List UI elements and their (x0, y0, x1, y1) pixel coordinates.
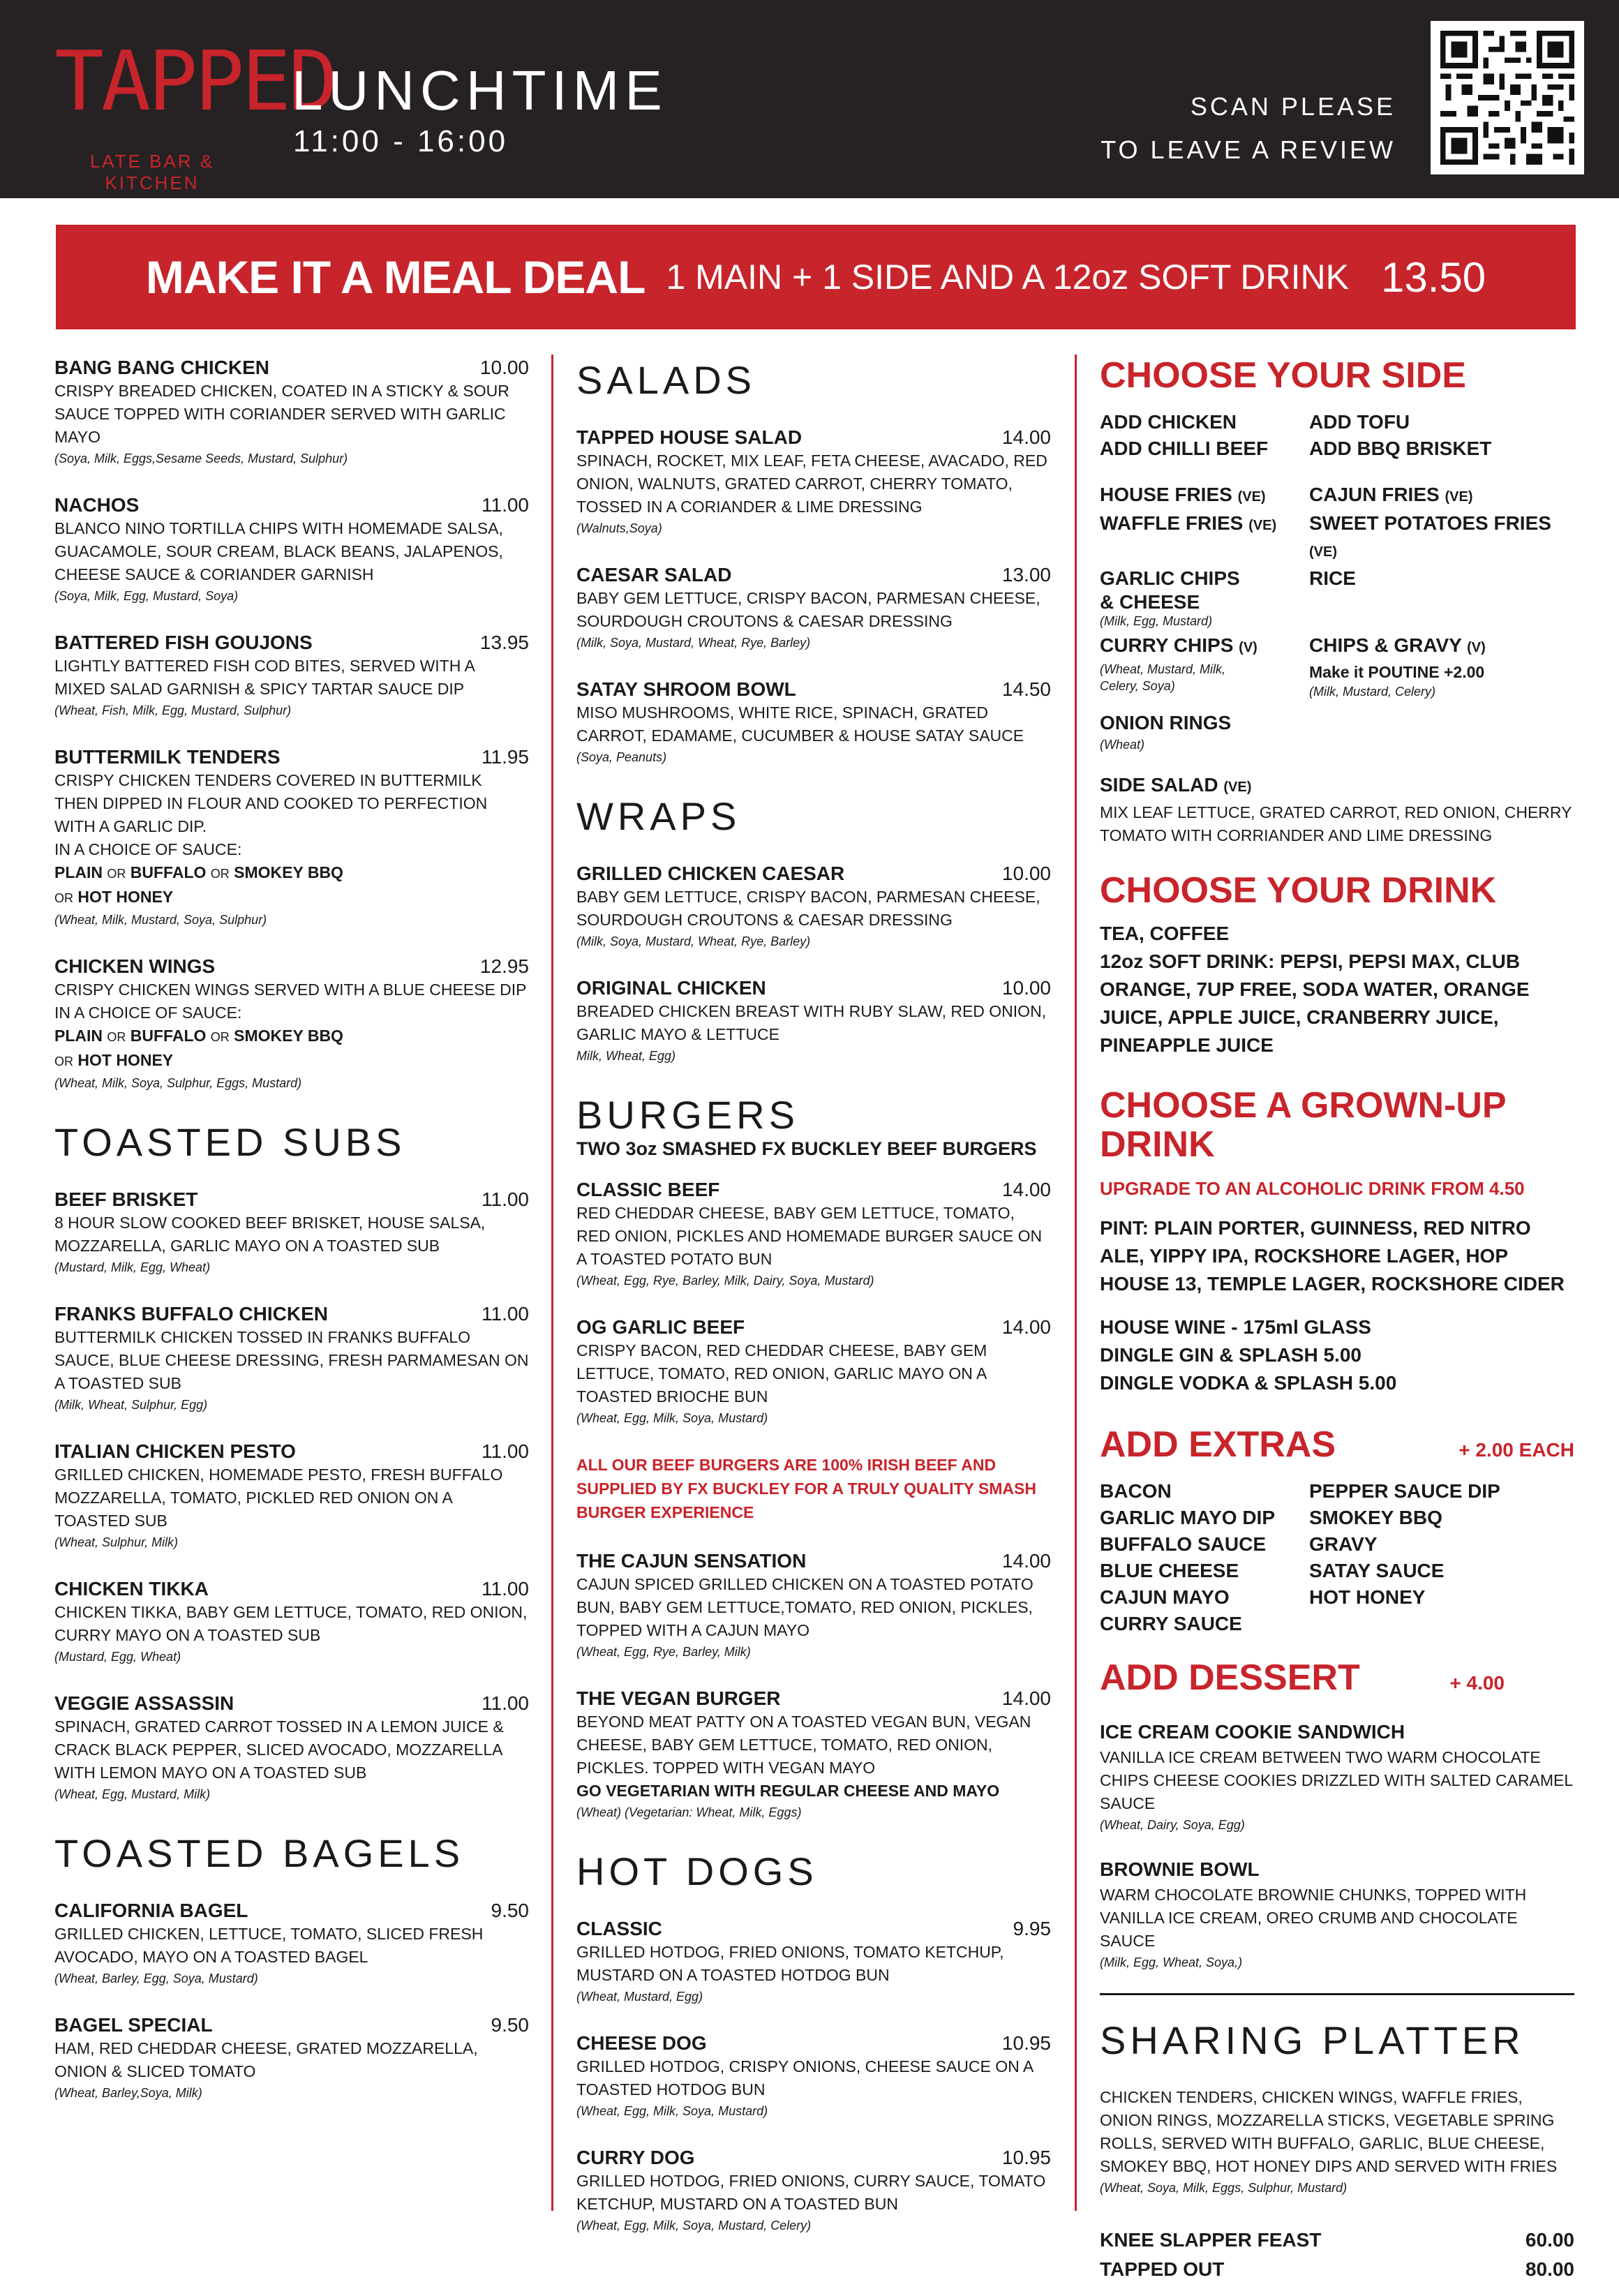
burgers-subtitle: TWO 3oz SMASHED FX BUCKLEY BEEF BURGERS (576, 1138, 1037, 1159)
menu-item (54, 1692, 529, 1804)
item-name: BATTERED FISH GOUJONS (54, 632, 313, 653)
vegan-badge: (VE) (1248, 518, 1277, 533)
side-name: HOUSE FRIES (1100, 484, 1232, 505)
item-description: HAM, RED CHEDDAR CHEESE, GRATED MOZZARELLA, ONION & SLICED TOMATO (54, 2039, 478, 2080)
item-description: SPINACH, ROCKET, MIX LEAF, FETA CHEESE, AVACADO, RED ONION, WALNUTS, GRATED CARROT, CHERRY TOMATO, TOSSED IN A CORIANDER & LIME DRESSING (576, 452, 1047, 516)
extras-right (1309, 1478, 1574, 1637)
vegetarian-option: GO VEGETARIAN WITH REGULAR CHEESE AND MAYO (576, 1782, 1000, 1800)
meal-deal-description: 1 MAIN + 1 SIDE AND A 12oz SOFT DRINK (666, 258, 1349, 297)
sauce-option: SMOKEY BBQ (234, 863, 343, 881)
menu-item (576, 1315, 1051, 1428)
side-salad-description: MIX LEAF LETTUCE, GRATED CARROT, RED ONION, CHERRY TOMATO WITH CORRIANDER AND LIME DRESSING (1100, 803, 1572, 844)
item-allergens: (Wheat, Egg, Milk, Soya, Mustard) (576, 2104, 768, 2118)
side-option (1100, 510, 1309, 565)
vegan-badge: (VE) (1445, 489, 1473, 505)
sauce-or: OR (54, 1054, 73, 1068)
extra-item: HOT HONEY (1309, 1586, 1426, 1608)
header-bar (0, 0, 1619, 198)
item-name: SATAY SHROOM BOWL (576, 678, 796, 700)
sauce-choice-label: IN A CHOICE OF SAUCE: (54, 840, 242, 858)
menu-item (576, 976, 1051, 1066)
side-option: RICE (1309, 567, 1356, 589)
side-option (1100, 482, 1309, 510)
dessert-description: VANILLA ICE CREAM BETWEEN TWO WARM CHOCOLATE CHIPS CHEESE COOKIES DRIZZLED WITH SALTED CARAMEL SAUCE (1100, 1748, 1573, 1812)
drink-soft: 12oz SOFT DRINK: PEPSI, PEPSI MAX, CLUB ORANGE, 7UP FREE, SODA WATER, ORANGE JUICE, APPLE JUICE, CRANBERRY JUICE, PINEAPPLE JUICE (1100, 951, 1530, 1056)
side-option: ADD TOFU (1309, 411, 1410, 433)
item-allergens: (Wheat, Egg, Mustard, Milk) (54, 1787, 211, 1801)
sauce-option: SMOKEY BBQ (234, 1027, 343, 1045)
sauce-options (54, 886, 529, 910)
item-price: 11.00 (482, 494, 529, 516)
vegan-badge: (VE) (1309, 544, 1337, 560)
beef-note: ALL OUR BEEF BURGERS ARE 100% IRISH BEEF AND SUPPLIED BY FX BUCKLEY FOR A TRULY QUALITY SMASH BURGER EXPERIENCE (576, 1456, 1036, 1521)
dessert-price: + 4.00 (1449, 1672, 1505, 1694)
item-name: CURRY DOG (576, 2147, 695, 2168)
item-description: BUTTERMILK CHICKEN TOSSED IN FRANKS BUFFALO SAUCE, BLUE CHEESE DRESSING, FRESH PARMAMESAN ON A TOASTED SUB (54, 1328, 529, 1392)
item-allergens: (Milk, Wheat, Sulphur, Egg) (54, 1398, 208, 1412)
item-name: GRILLED CHICKEN CAESAR (576, 863, 845, 884)
item-price: 10.00 (1001, 863, 1051, 884)
item-allergens: (Wheat, Sulphur, Milk) (54, 1535, 179, 1549)
item-price: 13.95 (479, 632, 529, 653)
sauce-option: BUFFALO (130, 1027, 207, 1045)
item-price: 14.00 (1001, 426, 1051, 448)
column-divider (551, 355, 553, 2211)
item-price: 11.95 (482, 746, 529, 768)
platter-description: CHICKEN TENDERS, CHICKEN WINGS, WAFFLE FRIES, ONION RINGS, MOZZARELLA STICKS, VEGETABLE SPRING ROLLS, SERVED WITH BUFFALO, GARLIC, BLUE CHEESE, SMOKEY BBQ, HOT HONEY DIPS AND SERVED WITH FRIES (1100, 2088, 1558, 2175)
side-allergens: (Wheat) (1100, 738, 1145, 752)
platter-price: 60.00 (1525, 2229, 1574, 2251)
item-description: CRISPY BREADED CHICKEN, COATED IN A STICKY & SOUR SAUCE TOPPED WITH CORIANDER SERVED WITH GARLIC MAYO (54, 382, 509, 446)
side-option (1100, 632, 1309, 700)
item-price: 14.00 (1001, 1550, 1051, 1572)
item-description: CRISPY CHICKEN WINGS SERVED WITH A BLUE CHEESE DIP (54, 981, 527, 999)
item-name: THE VEGAN BURGER (576, 1687, 781, 1709)
section-title-platter: SHARING PLATTER (1100, 2018, 1525, 2062)
alcohol-upgrade: UPGRADE TO AN ALCOHOLIC DRINK FROM 4.50 (1100, 1178, 1525, 1199)
item-allergens: Milk, Wheat, Egg) (576, 1049, 676, 1063)
side-option (1309, 632, 1574, 700)
extras-left (1100, 1478, 1309, 1637)
side-name (1100, 771, 1574, 801)
sauce-option: PLAIN (54, 863, 103, 881)
menu-column-left (54, 356, 529, 2128)
platter-option (1100, 2226, 1574, 2255)
extra-item: CURRY SAUCE (1100, 1613, 1242, 1634)
dessert-name: BROWNIE BOWL (1100, 1858, 1260, 1880)
item-allergens: (Wheat, Egg, Rye, Barley, Milk, Dairy, Soya, Mustard) (576, 1274, 874, 1288)
menu-item (54, 1188, 529, 1277)
item-name: CALIFORNIA BAGEL (54, 1900, 248, 1921)
item-allergens: (Wheat, Milk, Soya, Sulphur, Eggs, Mustard) (54, 1076, 302, 1090)
item-allergens: (Walnuts,Soya) (576, 521, 662, 535)
item-price: 12.95 (479, 955, 529, 977)
column-divider (1075, 355, 1077, 2211)
sauce-options (54, 1024, 529, 1049)
side-name: GARLIC CHIPS (1100, 567, 1240, 589)
item-allergens: (Soya, Peanuts) (576, 750, 667, 764)
side-name: CHIPS & GRAVY (1309, 634, 1462, 656)
platter-allergens: (Wheat, Soya, Milk, Eggs, Sulphur, Mustard) (1100, 2181, 1348, 2195)
item-price: 11.00 (482, 1188, 529, 1210)
menu-item (576, 2032, 1051, 2121)
menu-item (54, 1899, 529, 1988)
item-description: GRILLED HOTDOG, FRIED ONIONS, CURRY SAUCE, TOMATO KETCHUP, MUSTARD ON A TOASTED BUN (576, 2172, 1046, 2213)
item-price: 14.00 (1001, 1179, 1051, 1200)
dessert-description: WARM CHOCOLATE BROWNIE CHUNKS, TOPPED WITH VANILLA ICE CREAM, OREO CRUMB AND CHOCOLATE SAUCE (1100, 1886, 1527, 1950)
item-description: BLANCO NINO TORTILLA CHIPS WITH HOMEMADE SALSA, GUACAMOLE, SOUR CREAM, BLACK BEANS, JALAPENOS, CHEESE SAUCE & CORIANDER GARNISH (54, 519, 503, 583)
item-allergens: (Milk, Soya, Mustard, Wheat, Rye, Barley) (576, 636, 811, 650)
vegetarian-badge: (V) (1239, 640, 1258, 655)
side-option (1100, 710, 1309, 753)
section-divider (1100, 1993, 1574, 1995)
side-option: ADD CHILLI BEEF (1100, 438, 1269, 459)
pint-list: PINT: PLAIN PORTER, GUINNESS, RED NITRO ALE, YIPPY IPA, ROCKSHORE LAGER, HOP HOUSE 13, TEMPLE LAGER, ROCKSHORE CIDER (1100, 1217, 1565, 1295)
item-name: BANG BANG CHICKEN (54, 357, 269, 378)
side-option (1309, 482, 1574, 510)
item-price: 11.00 (482, 1303, 529, 1325)
extra-item: GARLIC MAYO DIP (1100, 1507, 1275, 1528)
side-allergens: (Milk, Egg, Mustard) (1100, 614, 1213, 628)
item-description: CRISPY BACON, RED CHEDDAR CHEESE, BABY GEM LETTUCE, TOMATO, RED ONION, GARLIC MAYO ON A TOASTED BRIOCHE BUN (576, 1341, 987, 1406)
side-addons (1100, 409, 1574, 462)
side-salad-name: SIDE SALAD (1100, 774, 1218, 796)
sauce-or: OR (107, 867, 126, 881)
menu-column-right (1100, 356, 1574, 2284)
item-name: VEGGIE ASSASSIN (54, 1692, 234, 1714)
section-title-bagels: TOASTED BAGELS (54, 1831, 465, 1875)
side-name: CURRY CHIPS (1100, 634, 1234, 656)
item-price: 9.50 (491, 1900, 529, 1921)
menu-item (54, 631, 529, 720)
item-allergens: (Wheat, Mustard, Egg) (576, 1990, 703, 2004)
sauce-or: OR (210, 1030, 230, 1044)
item-allergens: (Mustard, Milk, Egg, Wheat) (54, 1260, 211, 1274)
item-allergens: (Wheat, Barley,Soya, Milk) (54, 2086, 202, 2100)
logo-wordmark: TAPPED (54, 33, 336, 129)
item-description: RED CHEDDAR CHEESE, BABY GEM LETTUCE, TOMATO, RED ONION, PICKLES AND HOMEMADE BURGER SAUCE ON A TOASTED POTATO BUN (576, 1204, 1043, 1268)
side-salad (1100, 771, 1574, 847)
item-allergens: (Wheat, Egg, Milk, Soya, Mustard) (576, 1411, 768, 1425)
sauce-option: PLAIN (54, 1027, 103, 1045)
dingle-gin: DINGLE GIN & SPLASH 5.00 (1100, 1344, 1361, 1366)
sauce-option: BUFFALO (130, 863, 207, 881)
dessert-allergens: (Wheat, Dairy, Soya, Egg) (1100, 1818, 1245, 1832)
item-price: 14.50 (1001, 678, 1051, 700)
item-name: CAESAR SALAD (576, 564, 732, 586)
section-title-hotdogs: HOT DOGS (576, 1849, 818, 1893)
sauce-option: HOT HONEY (77, 888, 174, 906)
platter-name: TAPPED OUT (1100, 2258, 1225, 2280)
item-description: MISO MUSHROOMS, WHITE RICE, SPINACH, GRATED CARROT, EDAMAME, CUCUMBER & HOUSE SATAY SAUCE (576, 703, 1024, 745)
sauce-or: OR (107, 1030, 126, 1044)
menu-item (576, 563, 1051, 653)
section-title-dessert: ADD DESSERT (1100, 1657, 1360, 1698)
house-wine: HOUSE WINE - 175ml GLASS (1100, 1316, 1371, 1338)
item-price: 10.95 (1001, 2032, 1051, 2054)
item-description: GRILLED HOTDOG, FRIED ONIONS, TOMATO KETCHUP, MUSTARD ON A TOASTED HOTDOG BUN (576, 1943, 1004, 1984)
side-name: ONION RINGS (1100, 712, 1232, 733)
item-allergens: (Wheat, Fish, Milk, Egg, Mustard, Sulphur) (54, 703, 292, 717)
menu-item (576, 1687, 1051, 1822)
item-price: 11.00 (482, 1578, 529, 1600)
item-description: GRILLED CHICKEN, HOMEMADE PESTO, FRESH BUFFALO MOZZARELLA, TOMATO, PICKLED RED ONION ON A TOASTED SUB (54, 1466, 503, 1530)
section-title-burgers: BURGERS (576, 1093, 799, 1137)
menu-item (576, 1178, 1051, 1290)
vegetarian-badge: (V) (1467, 640, 1486, 655)
extra-item: SATAY SAUCE (1309, 1560, 1445, 1581)
item-allergens: (Soya, Milk, Egg, Mustard, Soya) (54, 589, 239, 603)
sauce-choice-label: IN A CHOICE OF SAUCE: (54, 1004, 242, 1022)
item-name: BEEF BRISKET (54, 1188, 198, 1210)
menu-item (576, 862, 1051, 951)
item-description: CAJUN SPICED GRILLED CHICKEN ON A TOASTED POTATO BUN, BABY GEM LETTUCE,TOMATO, RED ONION, PICKLES, TOPPED WITH A CAJUN MAYO (576, 1575, 1034, 1639)
meal-deal-banner (56, 225, 1576, 329)
section-title-subs: TOASTED SUBS (54, 1120, 406, 1164)
dingle-vodka: DINGLE VODKA & SPLASH 5.00 (1100, 1372, 1397, 1394)
review-prompt-line2: TO LEAVE A REVIEW (1101, 135, 1396, 164)
item-price: 11.00 (482, 1692, 529, 1714)
platter-price: 80.00 (1525, 2258, 1574, 2280)
opening-hours: 11:00 - 16:00 (293, 124, 509, 158)
item-allergens: (Soya, Milk, Eggs,Sesame Seeds, Mustard, Sulphur) (54, 452, 348, 465)
menu-item (576, 1549, 1051, 1662)
menu-item (576, 426, 1051, 538)
item-name: CHICKEN TIKKA (54, 1578, 209, 1600)
item-name: OG GARLIC BEEF (576, 1316, 745, 1338)
item-allergens: (Wheat) (Vegetarian: Wheat, Milk, Eggs) (576, 1805, 802, 1819)
menu-item (54, 2013, 529, 2103)
menu-column-middle (576, 356, 1051, 2260)
side-name-2: & CHEESE (1100, 591, 1200, 613)
review-prompt-line1: SCAN PLEASE (1190, 92, 1396, 121)
item-price: 10.95 (1001, 2147, 1051, 2168)
side-option: ADD BBQ BRISKET (1309, 438, 1492, 459)
sauce-or: OR (54, 891, 73, 905)
item-description: SPINACH, GRATED CARROT TOSSED IN A LEMON JUICE & CRACK BLACK PEPPER, SLICED AVOCADO, MOZZARELLA WITH LEMON MAYO ON A TOASTED SUB (54, 1717, 504, 1782)
item-allergens: (Milk, Soya, Mustard, Wheat, Rye, Barley) (576, 934, 811, 948)
side-option (1309, 510, 1574, 565)
menu-item (54, 493, 529, 606)
side-options (1100, 482, 1574, 753)
item-description: 8 HOUR SLOW COOKED BEEF BRISKET, HOUSE SALSA, MOZZARELLA, GARLIC MAYO ON A TOASTED SUB (54, 1214, 486, 1255)
item-allergens: (Wheat, Barley, Egg, Soya, Mustard) (54, 1971, 258, 1985)
item-price: 9.50 (491, 2014, 529, 2036)
side-allergens: (Milk, Mustard, Celery) (1309, 685, 1436, 699)
dessert-item (1100, 1856, 1574, 1972)
item-name: CLASSIC (576, 1918, 662, 1939)
section-title-grown-up: CHOOSE A GROWN-UP DRINK (1100, 1085, 1506, 1165)
item-allergens: (Wheat, Egg, Rye, Barley, Milk) (576, 1645, 751, 1659)
side-name: CAJUN FRIES (1309, 484, 1440, 505)
review-prompt (1101, 85, 1396, 172)
item-name: CHICKEN WINGS (54, 955, 216, 977)
item-allergens: (Wheat, Egg, Milk, Soya, Mustard, Celery) (576, 2219, 812, 2232)
item-name: FRANKS BUFFALO CHICKEN (54, 1303, 328, 1325)
sauce-options (54, 1049, 529, 1073)
section-title-sides: CHOOSE YOUR SIDE (1100, 355, 1466, 396)
item-name: BAGEL SPECIAL (54, 2014, 213, 2036)
item-name: ITALIAN CHICKEN PESTO (54, 1440, 296, 1462)
menu-item (576, 2146, 1051, 2235)
item-name: CLASSIC BEEF (576, 1179, 720, 1200)
sauce-option: HOT HONEY (77, 1051, 174, 1069)
menu-item (576, 678, 1051, 767)
vegan-badge: (VE) (1223, 780, 1252, 795)
section-title-drinks: CHOOSE YOUR DRINK (1100, 870, 1497, 911)
side-allergens: (Wheat, Mustard, Milk, Celery, Soya) (1100, 662, 1226, 693)
extras-list (1100, 1478, 1574, 1637)
qr-code-icon[interactable] (1431, 21, 1584, 174)
item-name: TAPPED HOUSE SALAD (576, 426, 803, 448)
logo (54, 32, 336, 193)
menu-item (54, 745, 529, 930)
side-option (1100, 565, 1309, 629)
vegan-badge: (VE) (1237, 489, 1266, 505)
dessert-name: ICE CREAM COOKIE SANDWICH (1100, 1721, 1405, 1743)
item-name: CHEESE DOG (576, 2032, 707, 2054)
extra-item: BACON (1100, 1480, 1172, 1502)
dessert-allergens: (Milk, Egg, Wheat, Soya,) (1100, 1955, 1243, 1969)
meal-deal-price: 13.50 (1380, 253, 1486, 301)
item-price: 10.00 (479, 357, 529, 378)
section-title-salads: SALADS (576, 358, 756, 402)
poutine-upgrade: Make it POUTINE +2.00 (1309, 663, 1485, 681)
item-price: 13.00 (1001, 564, 1051, 586)
item-name: BUTTERMILK TENDERS (54, 746, 281, 768)
extra-item: CAJUN MAYO (1100, 1586, 1230, 1608)
item-name: THE CAJUN SENSATION (576, 1550, 807, 1572)
menu-item (54, 1302, 529, 1415)
logo-subtitle: LATE BAR & KITCHEN (89, 151, 215, 193)
item-price: 11.00 (482, 1440, 529, 1462)
sauce-or: OR (210, 867, 230, 881)
item-description: GRILLED CHICKEN, LETTUCE, TOMATO, SLICED FRESH AVOCADO, MAYO ON A TOASTED BAGEL (54, 1925, 484, 1966)
menu-item (54, 1577, 529, 1667)
menu-item (54, 955, 529, 1093)
sauce-options (54, 861, 529, 886)
item-description: BREADED CHICKEN BREAST WITH RUBY SLAW, RED ONION, GARLIC MAYO & LETTUCE (576, 1002, 1047, 1043)
meal-deal-headline: MAKE IT A MEAL DEAL (145, 251, 646, 303)
extra-item: PEPPER SAUCE DIP (1309, 1480, 1500, 1502)
item-allergens: (Wheat, Milk, Mustard, Soya, Sulphur) (54, 913, 267, 927)
item-price: 9.95 (1013, 1918, 1051, 1939)
drink-hot: TEA, COFFEE (1100, 923, 1230, 944)
menu-item (54, 356, 529, 468)
item-description: LIGHTLY BATTERED FISH COD BITES, SERVED WITH A MIXED SALAD GARNISH & SPICY TARTAR SAUCE DIP (54, 657, 475, 698)
item-description: CRISPY CHICKEN TENDERS COVERED IN BUTTERMILK THEN DIPPED IN FLOUR AND COOKED TO PERFECTION WITH A GARLIC DIP. (54, 771, 488, 835)
item-price: 14.00 (1001, 1687, 1051, 1709)
item-description: BABY GEM LETTUCE, CRISPY BACON, PARMESAN CHEESE, SOURDOUGH CROUTONS & CAESAR DRESSING (576, 589, 1040, 630)
menu-item (576, 1917, 1051, 2006)
platter-name: KNEE SLAPPER FEAST (1100, 2229, 1322, 2251)
extra-item: GRAVY (1309, 1533, 1378, 1555)
extra-item: SMOKEY BBQ (1309, 1507, 1442, 1528)
platter-option (1100, 2255, 1574, 2284)
section-title-extras: ADD EXTRAS (1100, 1424, 1336, 1465)
dessert-header (1100, 1658, 1574, 1697)
item-name: NACHOS (54, 494, 140, 516)
item-description: CHICKEN TIKKA, BABY GEM LETTUCE, TOMATO, RED ONION, CURRY MAYO ON A TOASTED SUB (54, 1603, 528, 1644)
item-description: BABY GEM LETTUCE, CRISPY BACON, PARMESAN CHEESE, SOURDOUGH CROUTONS & CAESAR DRESSING (576, 888, 1040, 929)
extra-item: BUFFALO SAUCE (1100, 1533, 1266, 1555)
side-name: WAFFLE FRIES (1100, 512, 1244, 534)
extras-price: + 2.00 EACH (1458, 1439, 1574, 1461)
item-name: ORIGINAL CHICKEN (576, 977, 766, 999)
item-description: BEYOND MEAT PATTY ON A TOASTED VEGAN BUN, VEGAN CHEESE, BABY GEM LETTUCE, TOMATO, RED ONION, PICKLES. TOPPED WITH VEGAN MAYO (576, 1713, 1031, 1777)
dessert-item (1100, 1718, 1574, 1835)
item-allergens: (Mustard, Egg, Wheat) (54, 1650, 181, 1664)
menu-item (54, 1440, 529, 1552)
extras-header (1100, 1425, 1574, 1464)
item-price: 10.00 (1001, 977, 1051, 999)
item-price: 14.00 (1001, 1316, 1051, 1338)
side-name: SWEET POTATOES FRIES (1309, 512, 1551, 534)
extra-item: BLUE CHEESE (1100, 1560, 1239, 1581)
page-title: LUNCHTIME (292, 59, 668, 121)
section-title-wraps: WRAPS (576, 794, 741, 838)
empty-cell (1309, 700, 1574, 753)
item-description: GRILLED HOTDOG, CRISPY ONIONS, CHEESE SAUCE ON A TOASTED HOTDOG BUN (576, 2057, 1033, 2099)
side-option: ADD CHICKEN (1100, 411, 1237, 433)
